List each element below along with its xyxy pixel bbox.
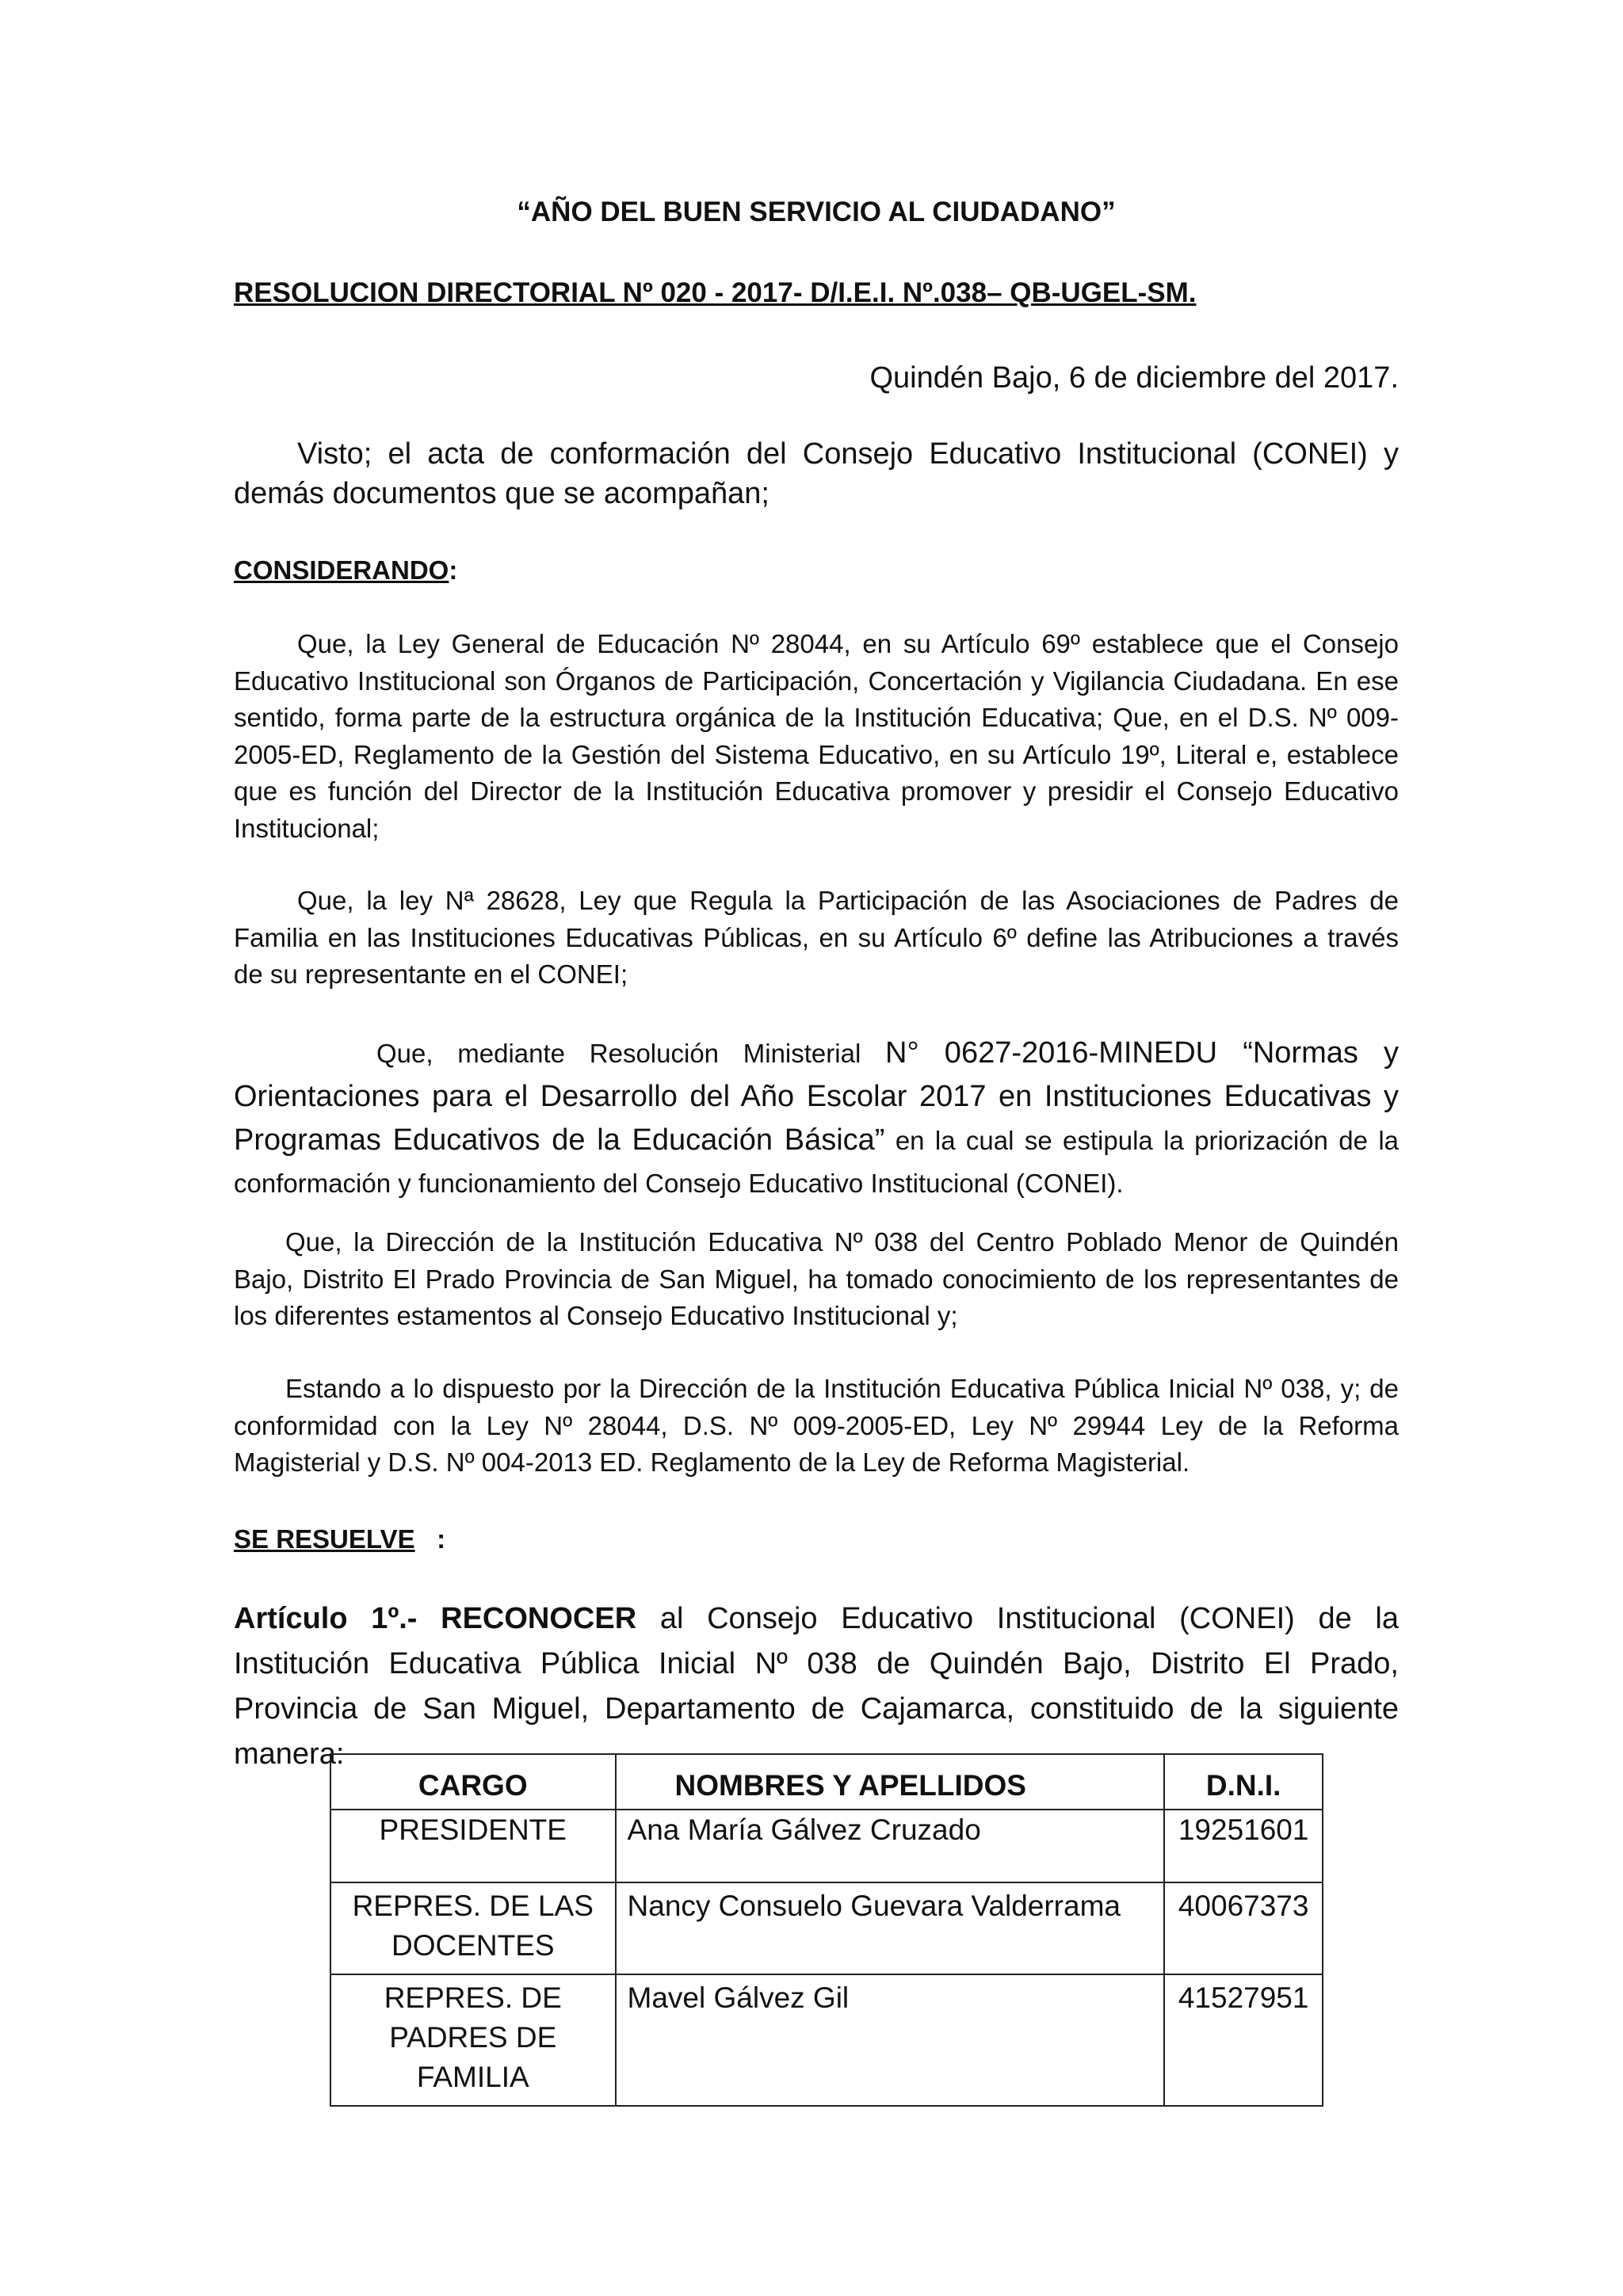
se-resuelve-heading (234, 1522, 1399, 1557)
table-row (330, 1882, 1323, 1974)
considerando-heading (234, 553, 1399, 588)
paragraph-3-closing: en la cual se estipula la priorización de la conformación y funcionamiento del Consejo Educativo Institucional (CONEI). (234, 1126, 1400, 1198)
visto-paragraph: Visto; el acta de conformación del Consejo Educativo Institucional (CONEI) y demás documentos que se acompañan; (234, 437, 1399, 510)
cell-cargo: REPRES. DE LAS DOCENTES (330, 1882, 616, 1974)
considerando-paragraph-4: Que, la Dirección de la Institución Educativa Nº 038 del Centro Poblado Menor de Quindén Bajo, Distrito El Prado Provincia de San Miguel, ha tomado conocimiento de los representantes de los diferentes estamentos al Consejo Educativo Institucional y; (234, 1227, 1399, 1330)
cell-cargo: REPRES. DE PADRES DE FAMILIA (330, 1974, 616, 2106)
cell-dni: 40067373 (1164, 1882, 1323, 1974)
cell-nombre: Nancy Consuelo Guevara Valderrama (616, 1882, 1165, 1974)
article-1 (234, 1596, 1399, 1777)
considerando-paragraph-3 (234, 1032, 1399, 1205)
article-1-lead: Artículo 1º.- RECONOCER (234, 1602, 637, 1635)
considerando-heading-text: CONSIDERANDO (234, 555, 449, 585)
article-1-text: al Consejo Educativo Institucional (CONEI) de la Institución Educativa Pública Inicial Nº 038 de Quindén Bajo, Distrito El Prado, Provincia de San Miguel, Departamento de Cajamarca, constituido de la siguiente manera: (234, 1602, 1399, 1771)
se-resuelve-heading-text: SE RESUELVE (234, 1524, 415, 1554)
paragraph-3-ministerial-resolution: N° 0627-2016-MINEDU “Normas y Orientaciones para el Desarrollo del Año Escolar 2017 en Instituciones Educativas y Programas Educativos de la Educación Básica” (234, 1036, 1399, 1157)
place-and-date: Quindén Bajo, 6 de diciembre del 2017. (869, 361, 1399, 395)
header-cargo: CARGO (330, 1754, 616, 1810)
cell-nombre: Ana María Gálvez Cruzado (616, 1810, 1165, 1882)
header-dni: D.N.I. (1164, 1754, 1323, 1810)
cell-dni: 41527951 (1164, 1974, 1323, 2106)
resolution-number: RESOLUCION DIRECTORIAL Nº 020 - 2017- D/I.E.I. Nº.038– QB-UGEL-SM. (234, 277, 1197, 308)
table-row (330, 1810, 1323, 1882)
table-header-row (330, 1754, 1323, 1810)
conei-members-table (330, 1753, 1323, 2107)
paragraph-3-intro: Que, mediante Resolución Ministerial (376, 1039, 861, 1068)
cell-cargo: PRESIDENTE (330, 1810, 616, 1882)
considerando-paragraph-2: Que, la ley Nª 28628, Ley que Regula la Participación de las Asociaciones de Padres de Familia en las Instituciones Educativas Públicas, en su Artículo 6º define las Atribuciones a través de su representante en el CONEI; (234, 886, 1399, 989)
considerando-colon: : (449, 555, 458, 585)
header-nombres-apellidos: NOMBRES Y APELLIDOS (616, 1754, 1165, 1810)
considerando-paragraph-5: Estando a lo dispuesto por la Dirección de la Institución Educativa Pública Inicial Nº 038, y; de conformidad con la Ley Nº 28044, D.S. Nº 009-2005-ED, Ley Nº 29944 Ley de la Reforma Magisterial y D.S. Nº 004-2013 ED. Reglamento de la Ley de Reforma Magisterial. (234, 1374, 1399, 1477)
considerando-paragraph-1: Que, la Ley General de Educación Nº 28044, en su Artículo 69º establece que el Consejo Educativo Institucional son Órganos de Participación, Concertación y Vigilancia Ciudadana. En ese sentido, forma parte de la estructura orgánica de la Institución Educativa; Que, en el D.S. Nº 009-2005-ED, Reglamento de la Gestión del Sistema Educativo, en su Artículo 19º, Literal e, establece que es función del Director de la Institución Educativa promover y presidir el Consejo Educativo Institucional; (234, 629, 1399, 843)
cell-dni: 19251601 (1164, 1810, 1323, 1882)
table-row (330, 1974, 1323, 2106)
se-resuelve-colon: : (414, 1524, 446, 1554)
year-motto: “AÑO DEL BUEN SERVICIO AL CIUDADANO” (517, 196, 1116, 227)
cell-nombre: Mavel Gálvez Gil (616, 1974, 1165, 2106)
